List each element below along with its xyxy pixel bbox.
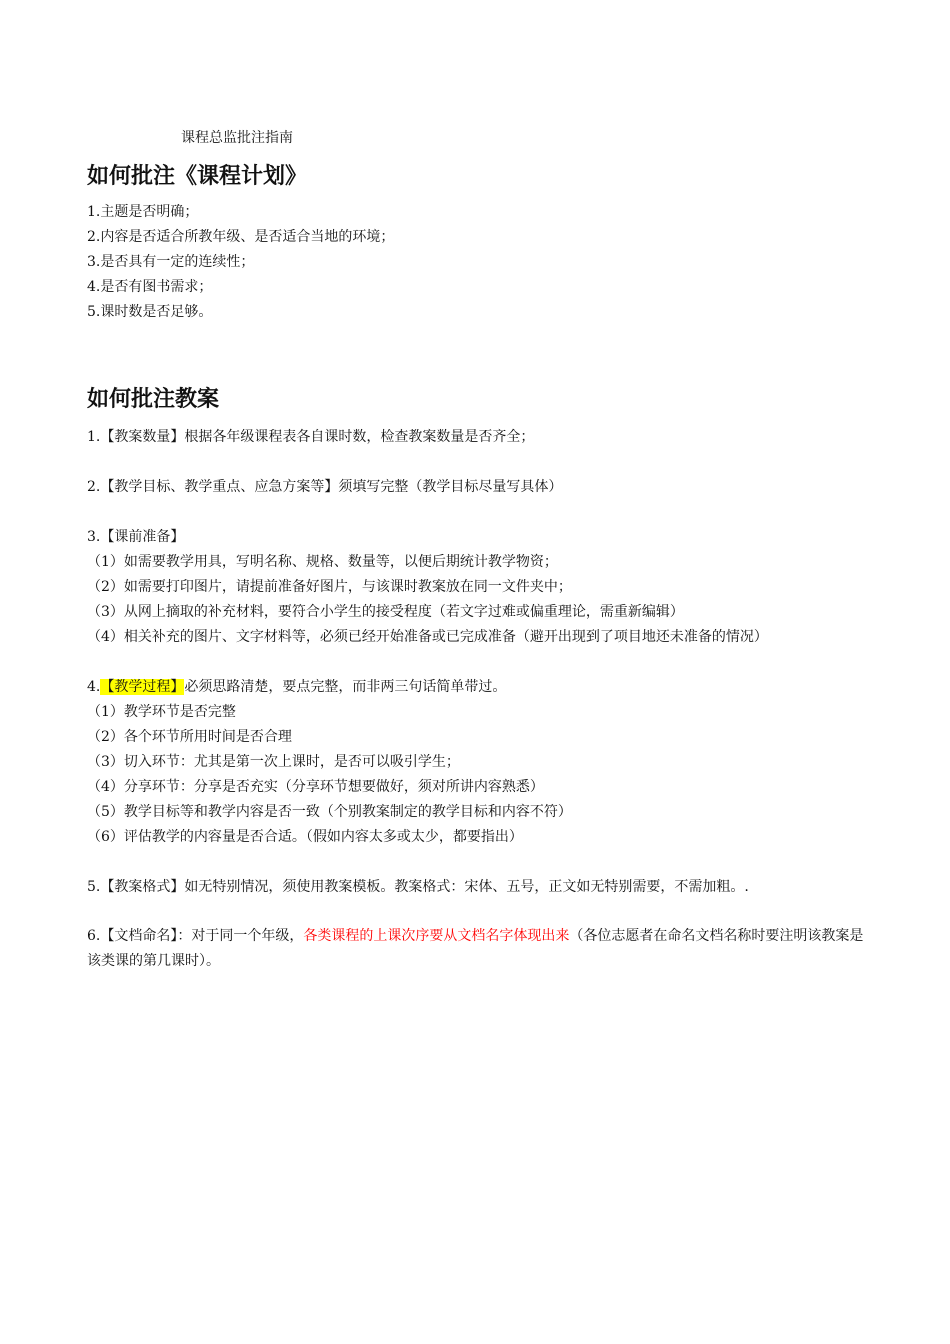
list-item: （5）教学目标等和教学内容是否一致（个别教案制定的教学目标和内容不符） [87,804,572,820]
highlighted-label: 【教学过程】 [100,679,185,695]
paragraph-teaching-process [87,678,506,696]
paragraph-text: 必须思路清楚，要点完整，而非两三句话简单带过。 [184,679,507,695]
red-emphasis-text: 各类课程的上课次序要从文档名字体现出来 [303,928,570,944]
list-item: （3）切入环节：尤其是第一次上课时，是否可以吸引学生； [87,754,460,770]
paragraph-text: 6.【文档命名】：对于同一个年级， [87,928,304,944]
list-item: （3）从网上摘取的补充材料，要符合小学生的接受程度（若文字过难或偏重理论，需重新编辑） [87,604,684,620]
list-item: （1）如需要教学用具，写明名称、规格、数量等，以便后期统计教学物资； [87,554,558,570]
list-item: （4）相关补充的图片、文字材料等，必须已经开始准备或已完成准备（避开出现到了项目地还未准备的情况） [87,629,768,645]
list-item: （6）评估教学的内容量是否合适。（假如内容太多或太少，都要指出） [87,829,523,845]
list-item: 3.是否具有一定的连续性； [87,254,255,270]
paragraph-lesson-format: 5.【教案格式】如无特别情况，须使用教案模板。教案格式：宋体、五号，正文如无特别需要，不需加粗。. [87,879,749,895]
list-item: （2）各个环节所用时间是否合理 [87,729,292,745]
paragraph-teaching-goals: 2.【教学目标、教学重点、应急方案等】须填写完整（教学目标尽量写具体） [87,479,563,495]
document-title: 课程总监批注指南 [181,130,293,146]
item-number: 4. [87,679,101,695]
paragraph-prep-title: 3.【课前准备】 [87,529,185,545]
section-heading-course-plan: 如何批注《课程计划》 [87,164,308,189]
list-item: 4.是否有图书需求； [87,279,213,295]
list-item: （1）教学环节是否完整 [87,704,236,720]
list-item: 2.内容是否适合所教年级、是否适合当地的环境； [87,229,395,245]
list-item: 5.课时数是否足够。 [87,304,213,320]
paragraph-lesson-count: 1.【教案数量】根据各年级课程表各自课时数，检查教案数量是否齐全； [87,429,535,445]
list-item: （4）分享环节：分享是否充实（分享环节想要做好，须对所讲内容熟悉） [87,779,544,795]
paragraph-text: （各位志愿者在命名文档名称时要注明该教案是该类课的第几课时）。 [87,928,864,969]
list-item: 1.主题是否明确； [87,204,199,220]
paragraph-file-naming [87,924,877,974]
list-item: （2）如需要打印图片，请提前准备好图片，与该课时教案放在同一文件夹中； [87,579,572,595]
section-heading-lesson-plan: 如何批注教案 [87,387,220,412]
